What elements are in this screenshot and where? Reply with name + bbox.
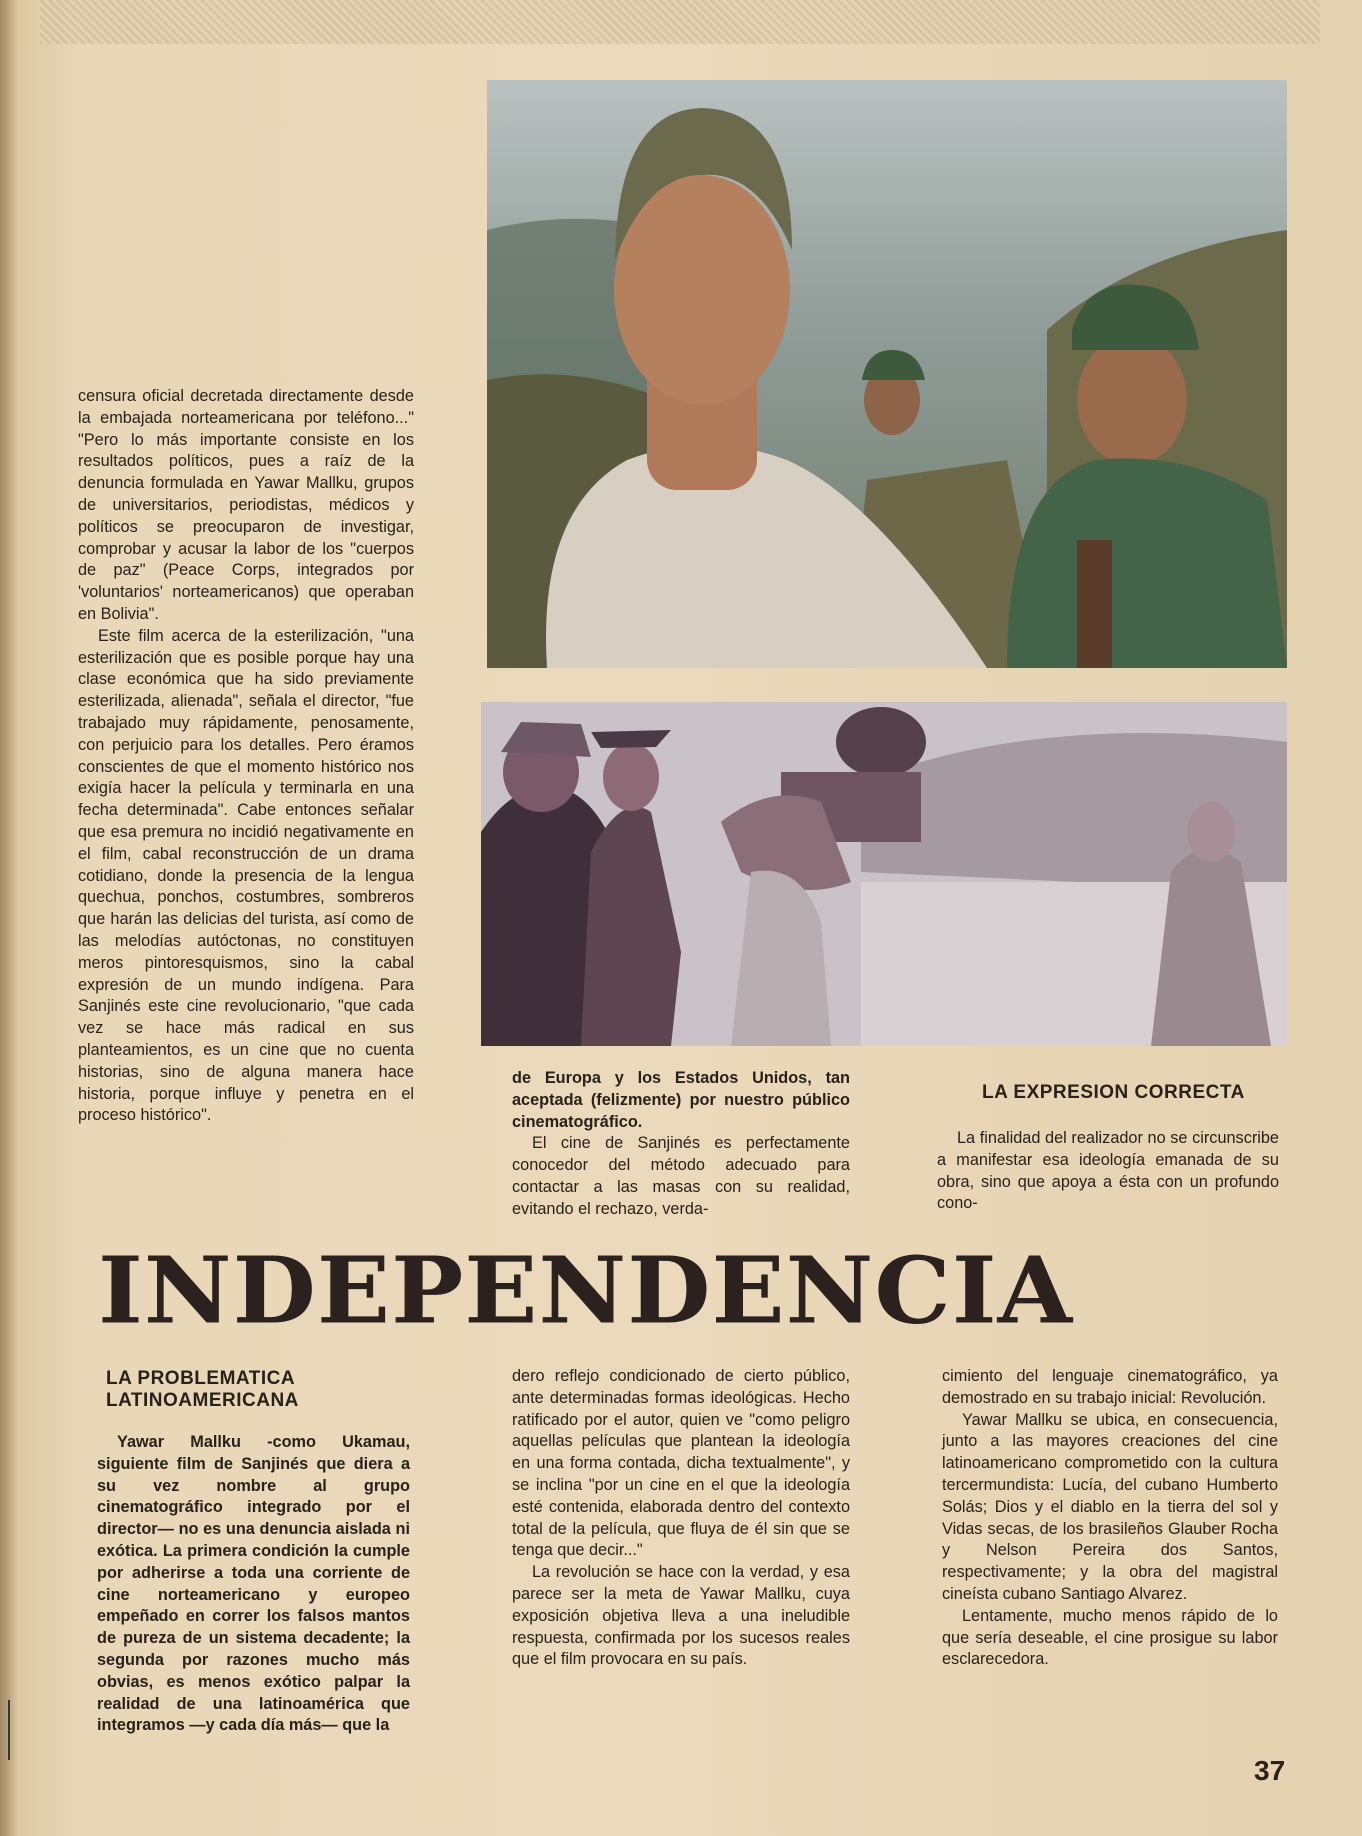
subheading-problematica: [106, 1368, 299, 1412]
photo-film-crew: [481, 702, 1287, 1046]
paragraph: Este film acerca de la esterilización, "una esterilización que es posible porque hay una clase económica que ha sido previamente esterilizada, alienada", señala el director, "fue trabajado muy rápidamente, penosamente, con perjuicio para los detalles. Pero éramos conscientes de que el momento histórico nos exigía hacer la película y terminarla en una fecha determinada". Cabe entonces señalar que esa premura no incidió negativamente en el film, cabal reconstrucción de un drama cotidiano, donde la presencia de la lengua quechua, ponchos, costumbres, sombreros que harán las delicias del turista, así como de las melodías autóctonas, no constituyen meros pintoresquismos, sino la cabal expresión de un mundo indígena. Para Sanjinés este cine revolucionario, "que cada vez se hace más radical en sus planteamientos, es un cine que no cuenta historias, sino de alguna manera hace historia, porque influye y penetra en el proceso histórico".: [78, 626, 414, 1125]
subheading-line: LATINOAMERICANA: [106, 1390, 299, 1411]
subheading-line: LA PROBLEMATICA: [106, 1368, 296, 1389]
top-halftone-strip: [40, 0, 1320, 44]
paragraph: censura oficial decretada directamente desde la embajada norteamericana por teléfono..." "Pero lo más importante consiste en los resultados políticos, pues a raíz de la denuncia formulada en Yawar Mallku, grupos de universitarios, periodistas, médicos y políticos se preocuparon de investigar, comprobar y acusar la labor de los "cuerpos de paz" (Peace Corps, integrados por 'voluntarios' norteamericanos) que operaban en Bolivia".: [78, 387, 414, 623]
page-number: 37: [1254, 1755, 1286, 1786]
article-column-middle-top: [512, 1068, 850, 1221]
paragraph: cimiento del lenguaje cinematográfico, ya demostrado en su trabajo inicial: Revolución.: [942, 1367, 1278, 1407]
paragraph: La revolución se hace con la verdad, y esa parece ser la meta de Yawar Mallku, cuya exposición objetiva lleva a una ineludible respuesta, confirmada por los sucesos reales que el film provocara en su país.: [512, 1563, 850, 1669]
paragraph: de Europa y los Estados Unidos, tan aceptada (felizmente) por nuestro público cinematográfico.: [512, 1069, 850, 1131]
article-column-left-top: [78, 386, 414, 1127]
paragraph: Yawar Mallku -como Ukamau, siguiente film de Sanjinés que diera a su vez nombre al grupo cinematográfico integrado por el director— no es una denuncia aislada ni exótica. La primera condición la cumple por adherirse a toda una corriente de cine norteamericano y europeo empeñado en correr los falsos mantos de pureza de un sistema decadente; la segunda por razones mucho más obvias, es menos exótico palpar la realidad de una latinoamérica que integramos —y cada día más— que la: [97, 1433, 410, 1735]
article-column-right-top: [937, 1128, 1279, 1215]
paragraph: El cine de Sanjinés es perfectamente conocedor del método adecuado para contactar a las masas con su realidad, evitando el rechazo, verda-: [512, 1134, 850, 1218]
photo-man-with-soldiers: [487, 80, 1287, 668]
binding-shadow: [0, 0, 18, 1836]
subheading-expresion-correcta: LA EXPRESION CORRECTA: [982, 1082, 1245, 1103]
paragraph: La finalidad del realizador no se circunscribe a manifestar esa ideología emanada de su obra, sino que apoya a ésta con un profundo cono-: [937, 1129, 1279, 1213]
headline: INDEPENDENCIA: [98, 1236, 1074, 1345]
paragraph: dero reflejo condicionado de cierto público, ante determinadas formas ideológicas. Hecho ratificado por el autor, quien ve "como peligro aquellas películas que plantean la ideología en una forma contada, dicha textualmente", y se inclina "por un cine en el que la ideología esté contenida, elaborada dentro del contexto total de la película, que fluya de él sin que se tenga que decir...": [512, 1367, 850, 1560]
article-column-left-bottom: [97, 1432, 410, 1737]
paragraph: Yawar Mallku se ubica, en consecuencia, junto a las mayores creaciones del cine latinoamericano comprometido con la cultura tercermundista: Lucía, del cubano Humberto Solás; Dios y el diablo en la tierra del sol y Vidas secas, de los brasileños Glauber Rocha y Nelson Pereira dos Santos, respectivamente; y la obra del magistral cineísta cubano Santiago Alvarez.: [942, 1410, 1278, 1603]
article-column-right-bottom: [942, 1366, 1278, 1671]
margin-mark: [8, 1700, 10, 1760]
paragraph: Lentamente, mucho menos rápido de lo que sería deseable, el cine prosigue su labor esclarecedora.: [942, 1606, 1278, 1669]
article-column-middle-bottom: [512, 1366, 850, 1671]
